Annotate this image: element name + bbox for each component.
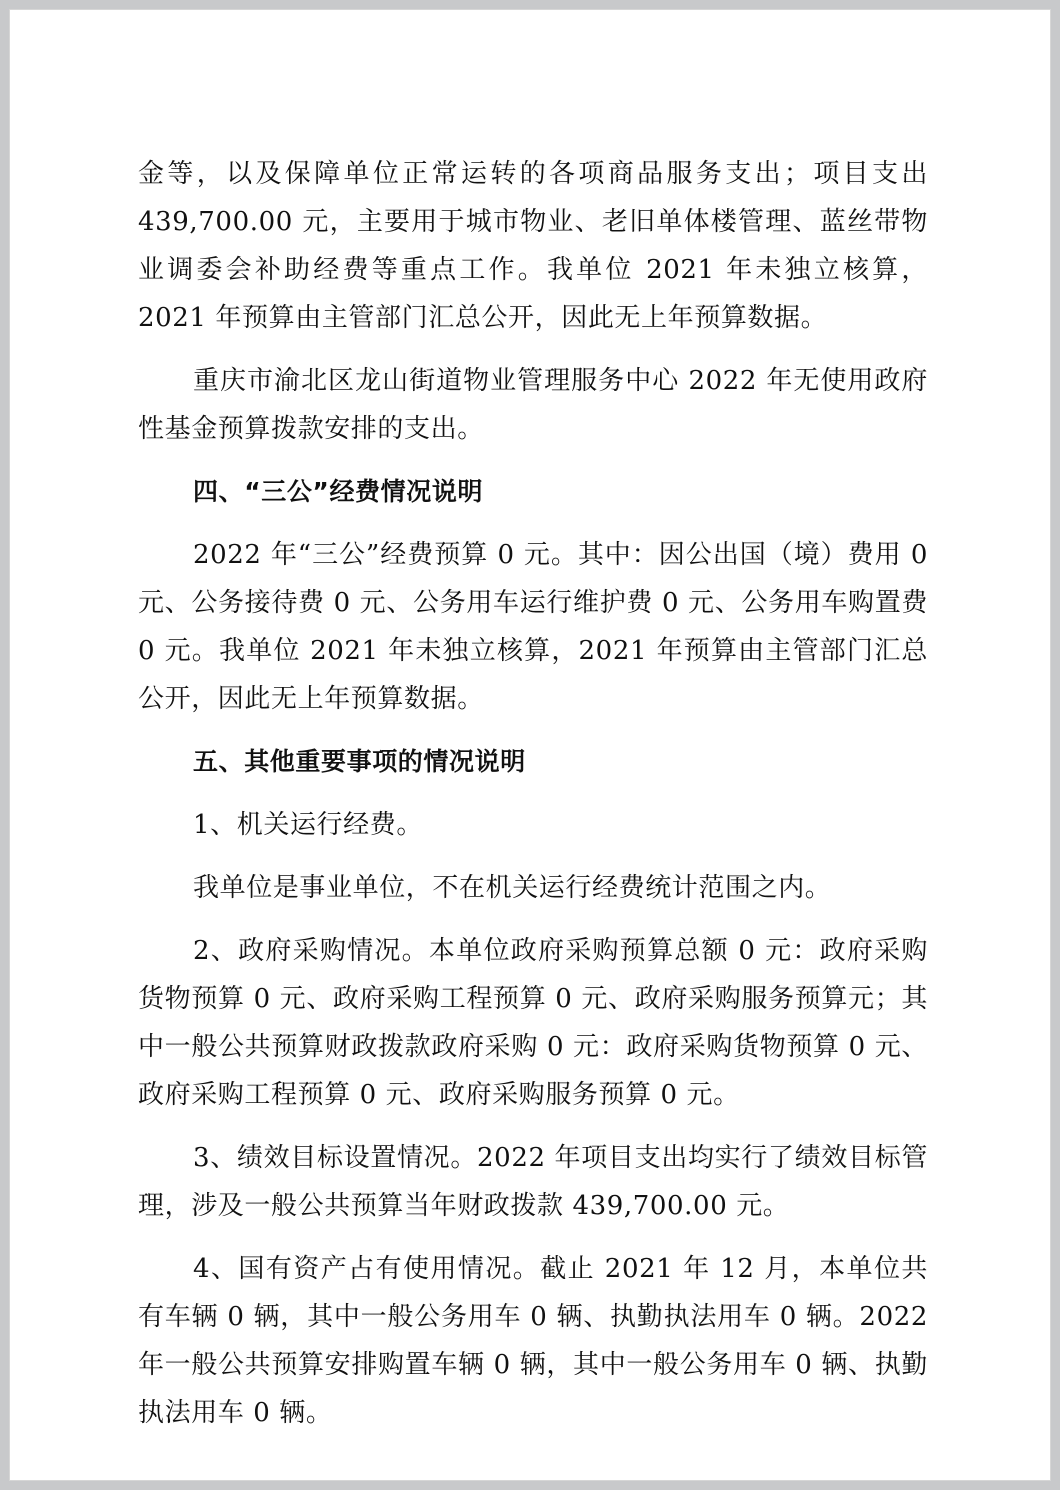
document-body: [138, 150, 928, 1452]
paragraph-government-procurement: 2、政府采购情况。本单位政府采购预算总额 0 元：政府采购货物预算 0 元、政府采购工程预算 0 元、政府采购服务预算元；其中一般公共预算财政拨款政府采购 0 元：政府采购货物预算 0 元、政府采购工程预算 0 元、政府采购服务预算 0 元。: [138, 936, 928, 1110]
document-page: [10, 10, 1050, 1480]
paragraph-three-public-expenses: 2022 年“三公”经费预算 0 元。其中：因公出国（境）费用 0 元、公务接待费 0 元、公务用车运行维护费 0 元、公务用车购置费 0 元。我单位 2021 年未独立核算，2021 年预算由主管部门汇总公开，因此无上年预算数据。: [138, 540, 928, 714]
paragraph-basic-expenditure: 金等，以及保障单位正常运转的各项商品服务支出；项目支出 439,700.00 元，主要用于城市物业、老旧单体楼管理、蓝丝带物业调委会补助经费等重点工作。我单位 2021 年未独立核算，2021 年预算由主管部门汇总公开，因此无上年预算数据。: [138, 159, 928, 333]
paragraph-operating-expenses-body: 我单位是事业单位，不在机关运行经费统计范围之内。: [193, 873, 832, 903]
paragraph-government-fund: 重庆市渝北区龙山街道物业管理服务中心 2022 年无使用政府性基金预算拨款安排的支出。: [138, 366, 928, 444]
paragraph-operating-expenses-title: 1、机关运行经费。: [193, 810, 423, 840]
section-heading-other-matters: 五、其他重要事项的情况说明: [193, 747, 526, 776]
paragraph-performance-targets: 3、绩效目标设置情况。2022 年项目支出均实行了绩效目标管理，涉及一般公共预算当年财政拨款 439,700.00 元。: [138, 1143, 928, 1221]
section-heading-three-public: 四、“三公”经费情况说明: [193, 477, 484, 506]
paragraph-state-assets: 4、国有资产占有使用情况。截止 2021 年 12 月，本单位共有车辆 0 辆，其中一般公务用车 0 辆、执勤执法用车 0 辆。2022 年一般公共预算安排购置车辆 0 辆，其中一般公务用车 0 辆、执勤执法用车 0 辆。: [138, 1254, 928, 1428]
